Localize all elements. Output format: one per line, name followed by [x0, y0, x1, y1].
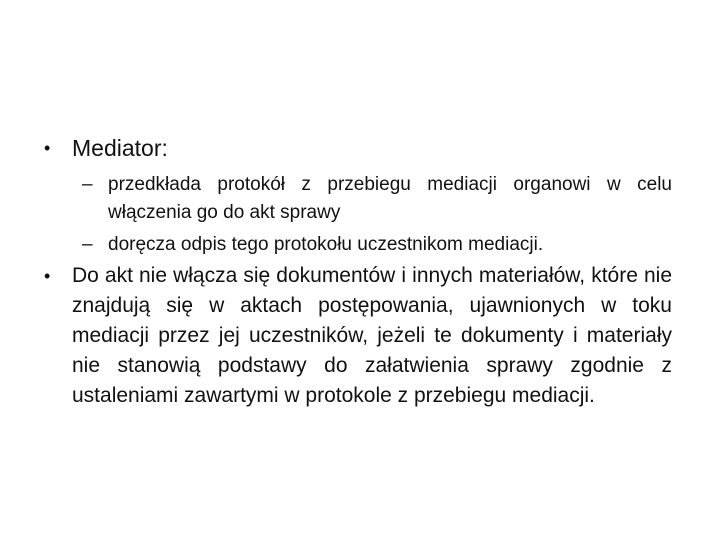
- bullet-item-do-akt: [44, 261, 672, 411]
- sub-item-dorecza: [44, 231, 672, 259]
- bullet-text: Do akt nie włącza się dokumentów i innych materiałów, które nie znajdują się w aktach postępowania, ujawnionych w toku mediacji przez jej uczestników, jeżeli te dokumenty i materiały nie stanowią podstawy do załatwienia sprawy zgodnie z ustaleniami zawartymi w protokole z przebiegu mediacji.: [72, 264, 672, 407]
- sub-item-przedklada: [44, 171, 672, 227]
- dash-icon: –: [82, 234, 93, 255]
- bullet-text: Mediator:: [72, 135, 168, 161]
- sub-item-text: przedkłada protokół z przebiegu mediacji organowi w celu włączenia go do akt sprawy: [108, 174, 672, 223]
- dash-icon: –: [82, 174, 93, 195]
- sub-list: [44, 171, 672, 259]
- bullet-icon: •: [44, 138, 51, 158]
- sub-item-text: doręcza odpis tego protokołu uczestnikom mediacji.: [108, 234, 544, 255]
- bullet-icon: •: [44, 266, 51, 286]
- bullet-item-mediator: [44, 131, 672, 165]
- slide-content: [44, 131, 672, 411]
